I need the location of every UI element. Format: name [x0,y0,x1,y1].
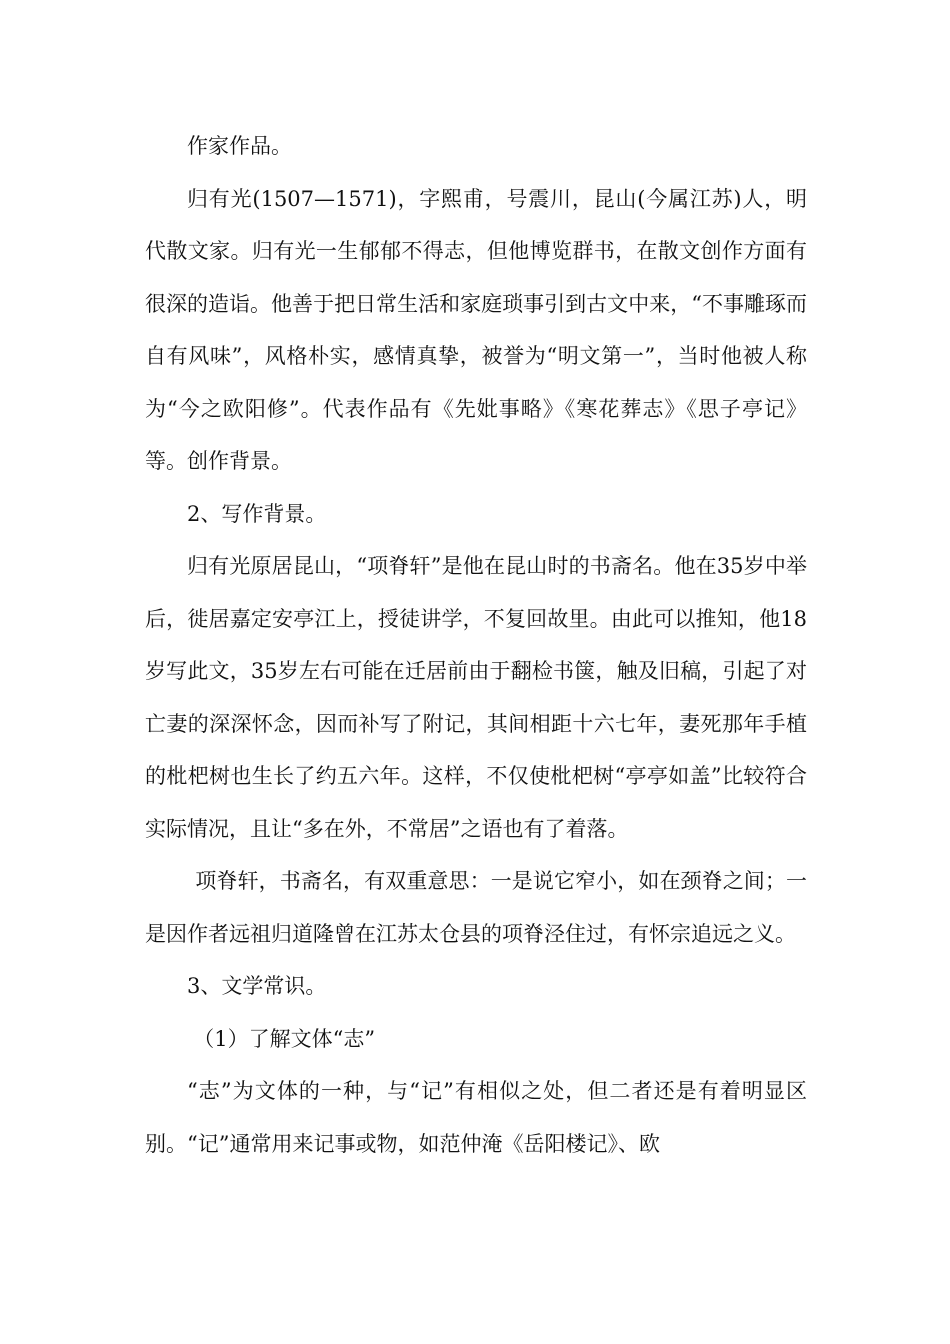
paragraph-author-bio: 归有光(1507—1571)，字熙甫，号震川，昆山(今属江苏)人，明代散文家。归有光一生郁郁不得志，但他博览群书，在散文创作方面有很深的造诣。他善于把日常生活和家庭琐事引到古文中来，“不事雕琢而自有风味”，风格朴实，感情真挚，被誉为“明文第一”，当时他被人称为“今之欧阳修”。代表作品有《先妣事略》《寒花葬志》《思子亭记》等。创作背景。 [145,186,807,473]
paragraph-xiangjixuan-meaning: 项脊轩，书斋名，有双重意思：一是说它窄小，如在颈脊之间；一是因作者远祖归道隆曾在江苏太仓县的项脊泾住过，有怀宗追远之义。 [145,869,807,946]
heading-writing-background: 2、写作背景。 [187,501,327,526]
paragraph-genre-zhi: “志”为文体的一种，与“记”有相似之处，但二者还是有着明显区别。“记”通常用来记事或物，如范仲淹《岳阳楼记》、欧 [145,1079,807,1156]
document-body [145,120,807,1170]
paragraph-author-works-label: 作家作品。 [187,134,292,158]
heading-literary-knowledge: 3、文学常识。 [187,974,327,998]
paragraph-writing-background: 归有光原居昆山，“项脊轩”是他在昆山时的书斋名。他在35岁中举后，徙居嘉定安亭江上，授徒讲学，不复回故里。由此可以推知，他18岁写此文，35岁左右可能在迁居前由于翻检书箧，触及旧稿，引起了对亡妻的深深怀念，因而补写了附记，其间相距十六七年，妻死那年手植的枇杷树也生长了约五六年。这样，不仅使枇杷树“亭亭如盖”比较符合实际情况，且让“多在外，不常居”之语也有了着落。 [145,554,807,841]
subheading-genre-zhi: （1）了解文体“志” [193,1026,376,1051]
